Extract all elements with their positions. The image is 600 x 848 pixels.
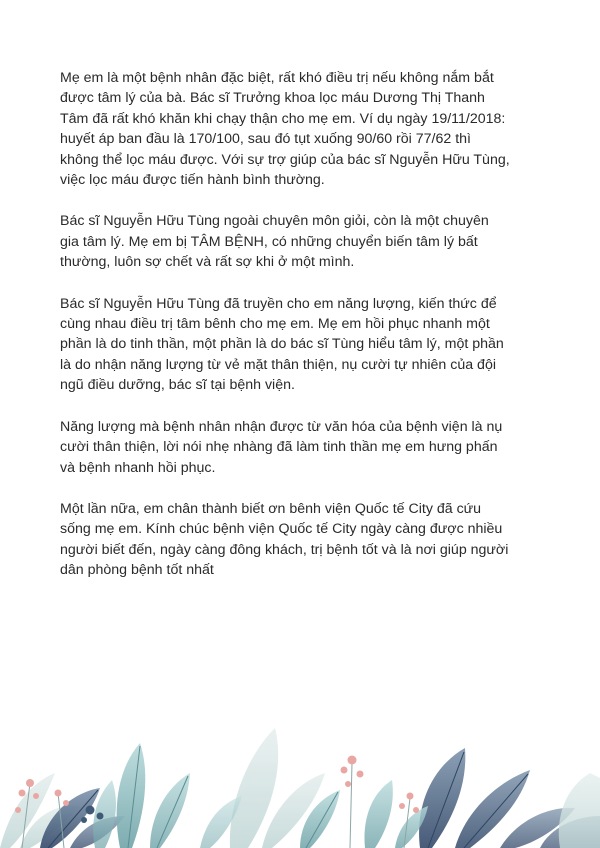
text-line: Tâm đã rất khó khăn khi chạy thận cho mẹ em. Ví dụ ngày 19/11/2018:	[60, 110, 506, 127]
text-line: ngũ điều dưỡng, bác sĩ tại bệnh viện.	[60, 377, 295, 394]
text-line: việc lọc máu được tiến hành bình thường.	[60, 172, 325, 189]
text-line: và bệnh nhanh hồi phục.	[60, 459, 216, 476]
paragraph-1	[60, 68, 548, 190]
text-line: là do nhận năng lượng từ vẻ mặt thân thiện, nụ cười tự nhiên của đội	[60, 356, 496, 373]
text-line: huyết áp ban đầu là 170/100, sau đó tụt xuống 90/60 rồi 77/62 thì	[60, 131, 471, 148]
text-line: cười thân thiện, lời nói nhẹ nhàng đã làm tinh thần mẹ em hưng phấn	[60, 439, 498, 456]
text-line: Năng lượng mà bệnh nhân nhận được từ văn hóa của bệnh viện là nụ	[60, 418, 503, 435]
letter-body	[60, 68, 548, 602]
text-line: Bác sĩ Nguyễn Hữu Tùng đã truyền cho em năng lượng, kiến thức để	[60, 295, 497, 312]
text-line: Mẹ em là một bệnh nhân đặc biệt, rất khó điều trị nếu không nắm bắt	[60, 70, 494, 86]
paragraph-5	[60, 499, 548, 581]
leaf-cluster-teal-left	[93, 743, 190, 848]
berry-sprig-center	[341, 756, 364, 848]
text-line: dân phòng bệnh tốt nhất	[60, 562, 214, 579]
text-line: thường, luôn sợ chết và rất sợ khi ở một mình.	[60, 254, 355, 271]
text-line: phần là do tinh thần, một phần là do bác sĩ Tùng hiểu tâm lý, một phần	[60, 336, 504, 353]
text-line: sống mẹ em. Kính chúc bệnh viện Quốc tế City ngày càng được nhiều	[60, 521, 503, 538]
paragraph-2	[60, 211, 548, 272]
text-line: được tâm lý của bà. Bác sĩ Trưởng khoa lọc máu Dương Thị Thanh	[60, 90, 485, 107]
text-line: Một lần nữa, em chân thành biết ơn bênh viện Quốc tế City đã cứu	[60, 500, 482, 517]
text-line: Bác sĩ Nguyễn Hữu Tùng ngoài chuyên môn giỏi, còn là một chuyên	[60, 213, 489, 230]
text-line: cùng nhau điều trị tâm bênh cho mẹ em. Mẹ em hồi phục nhanh một	[60, 316, 490, 333]
paragraph-4	[60, 417, 548, 478]
text-line: người biết đến, ngày càng đông khách, trị bệnh tốt và là nơi giúp người	[60, 541, 509, 558]
botanical-border-illustration	[0, 688, 600, 848]
text-line: gia tâm lý. Mẹ em bị TÂM BỆNH, có những chuyển biến tâm lý bất	[60, 233, 478, 250]
text-line: không thể lọc máu được. Với sự trợ giúp của bác sĩ Nguyễn Hữu Tùng,	[60, 151, 510, 168]
paragraph-3	[60, 294, 548, 396]
